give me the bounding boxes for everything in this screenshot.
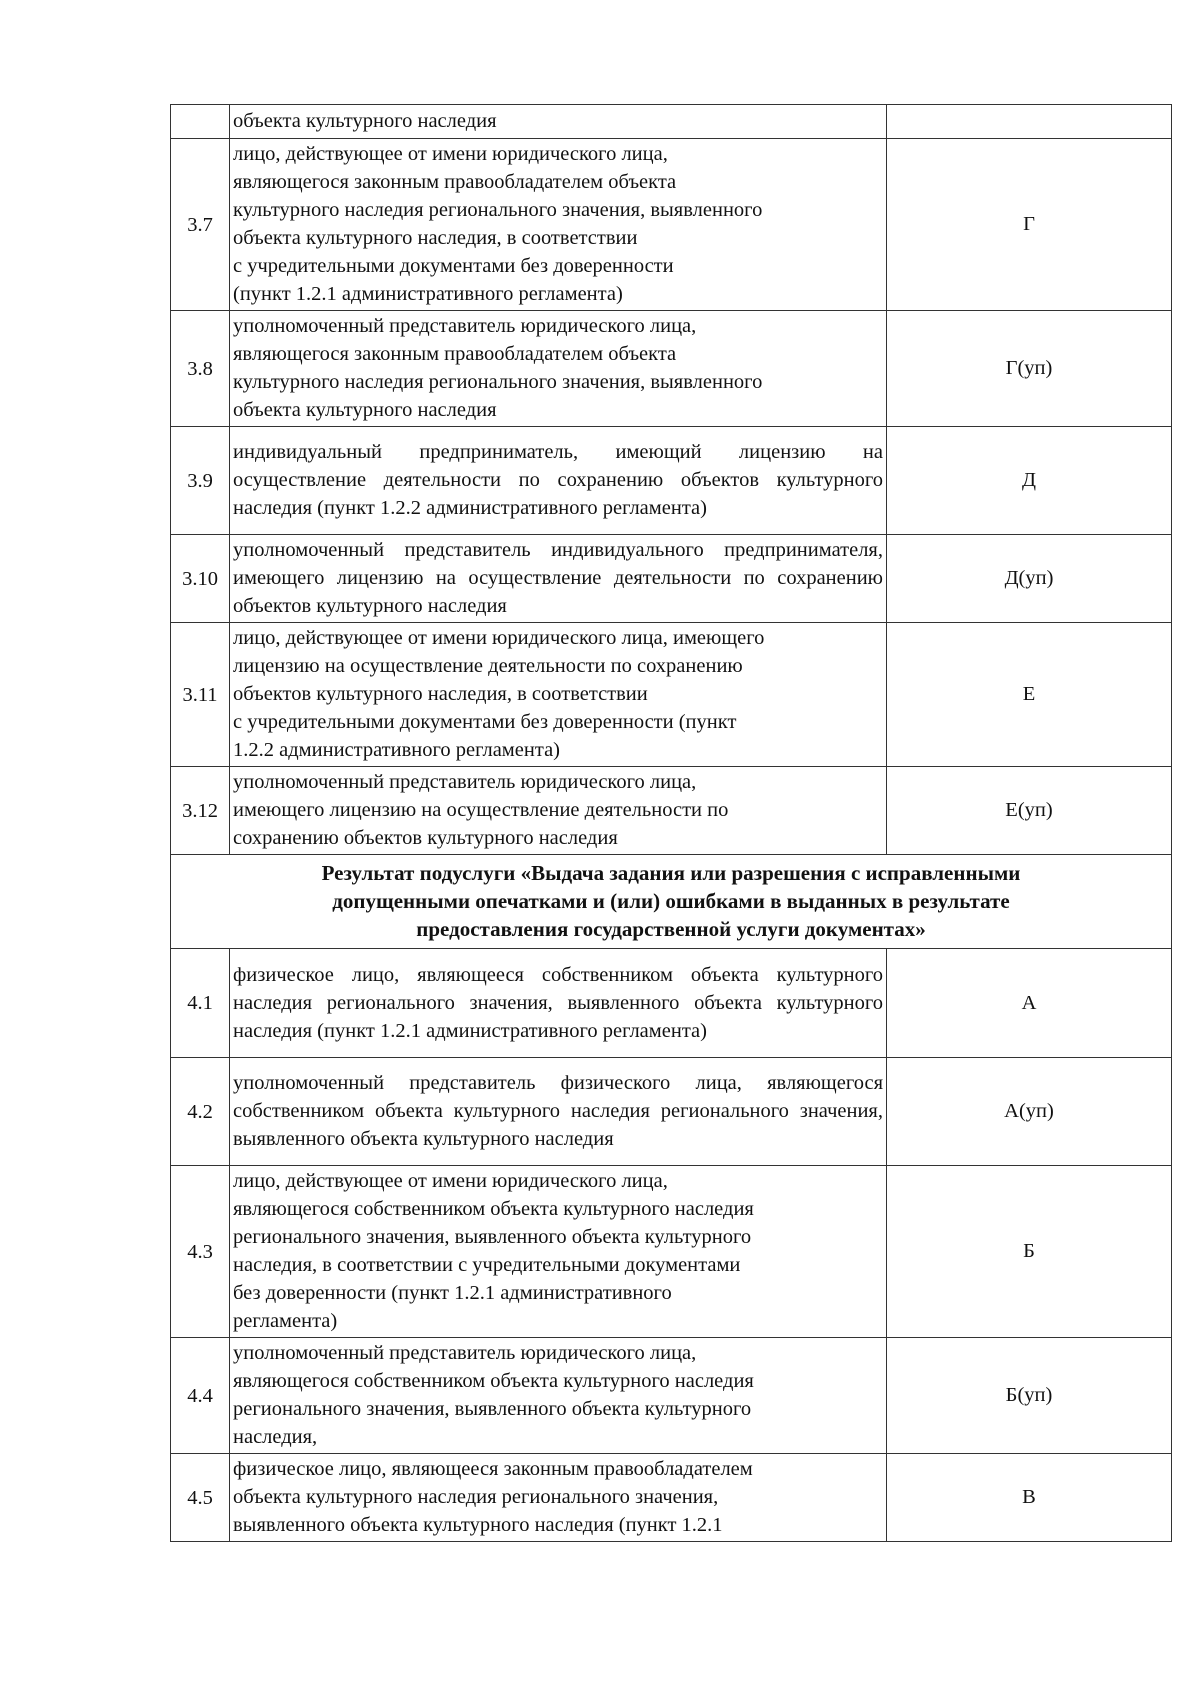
description-line: без доверенности (пункт 1.2.1 административного	[233, 1282, 672, 1304]
row-number: 3.8	[171, 311, 230, 427]
row-number: 4.5	[171, 1454, 230, 1542]
description-line: уполномоченный представитель юридического лица,	[233, 315, 697, 337]
description-line: уполномоченный представитель индивидуального предпринимателя, имеющего лицензию на осуществление деятельности по сохранению объектов культурного наследия	[233, 539, 883, 617]
table-row	[171, 949, 1172, 1058]
description-line: лицо, действующее от имени юридического лица, имеющего	[233, 627, 765, 649]
row-number: 4.3	[171, 1166, 230, 1338]
applicant-description	[230, 1454, 887, 1542]
description-line: лицо, действующее от имени юридического лица,	[233, 143, 668, 165]
description-line: уполномоченный представитель юридического лица,	[233, 771, 697, 793]
table-row	[171, 767, 1172, 855]
table-row	[171, 623, 1172, 767]
description-line: физическое лицо, являющееся собственником объекта культурного наследия регионального значения, выявленного объекта культурного наследия (пункт 1.2.1 административного регламента)	[233, 963, 883, 1042]
table-row	[171, 139, 1172, 311]
table-row	[171, 1454, 1172, 1542]
row-number	[171, 105, 230, 139]
section-title	[171, 855, 1172, 949]
description-line: индивидуальный предприниматель, имеющий лицензию на осуществление деятельности по сохранению объектов культурного наследия (пункт 1.2.2 административного регламента)	[233, 441, 883, 519]
table-row	[171, 105, 1172, 139]
description-line: с учредительными документами без доверенности	[233, 255, 674, 277]
description-line: регионального значения, выявленного объекта культурного	[233, 1226, 752, 1248]
applicant-code: Г(уп)	[887, 311, 1172, 427]
description-line: объекта культурного наследия регионального значения,	[233, 1486, 719, 1508]
applicant-code: Г	[887, 139, 1172, 311]
description-line: сохранению объектов культурного наследия	[233, 827, 618, 849]
applicant-code: Д	[887, 427, 1172, 535]
applicant-code: А	[887, 949, 1172, 1058]
description-line: являющегося законным правообладателем объекта	[233, 171, 677, 193]
description-line: 1.2.2 административного регламента)	[233, 739, 560, 761]
table-row	[171, 535, 1172, 623]
applicant-code: Е	[887, 623, 1172, 767]
section-header-row	[171, 855, 1172, 949]
applicant-description	[230, 1166, 887, 1338]
row-number: 3.12	[171, 767, 230, 855]
section-title-line: допущенными опечатками и (или) ошибками в выданных в результате	[332, 889, 1010, 913]
applicant-code: В	[887, 1454, 1172, 1542]
row-number: 4.1	[171, 949, 230, 1058]
description-line: являющегося собственником объекта культурного наследия	[233, 1370, 754, 1392]
applicant-description	[230, 1338, 887, 1454]
applicant-description	[230, 949, 887, 1058]
table-row	[171, 1058, 1172, 1166]
table-row	[171, 1166, 1172, 1338]
applicant-description	[230, 535, 887, 623]
row-number: 3.7	[171, 139, 230, 311]
description-line: регламента)	[233, 1310, 338, 1332]
row-number: 4.2	[171, 1058, 230, 1166]
row-number: 3.11	[171, 623, 230, 767]
row-number: 3.9	[171, 427, 230, 535]
description-line: культурного наследия регионального значения, выявленного	[233, 371, 763, 393]
description-line: физическое лицо, являющееся законным правообладателем	[233, 1458, 753, 1480]
description-line: объектов культурного наследия, в соответствии	[233, 683, 648, 705]
description-line: лицензию на осуществление деятельности по сохранению	[233, 655, 743, 677]
description-line: являющегося законным правообладателем объекта	[233, 343, 677, 365]
applicant-description	[230, 427, 887, 535]
description-line: выявленного объекта культурного наследия (пункт 1.2.1	[233, 1514, 723, 1536]
table-row	[171, 427, 1172, 535]
applicant-description	[230, 1058, 887, 1166]
section-title-line: Результат подуслуги «Выдача задания или разрешения с исправленными	[321, 861, 1021, 885]
description-line: имеющего лицензию на осуществление деятельности по	[233, 799, 729, 821]
applicant-description	[230, 623, 887, 767]
applicant-code: А(уп)	[887, 1058, 1172, 1166]
description-line: культурного наследия регионального значения, выявленного	[233, 199, 763, 221]
description-line: с учредительными документами без доверенности (пункт	[233, 711, 737, 733]
row-number: 4.4	[171, 1338, 230, 1454]
description-line: объекта культурного наследия	[233, 399, 497, 421]
description-line: регионального значения, выявленного объекта культурного	[233, 1398, 752, 1420]
applicant-category-table	[170, 104, 1172, 1542]
applicant-description	[230, 311, 887, 427]
applicant-description	[230, 767, 887, 855]
description-line: наследия, в соответствии с учредительными документами	[233, 1254, 741, 1276]
description-line: объекта культурного наследия, в соответствии	[233, 227, 638, 249]
table-row	[171, 311, 1172, 427]
applicant-code: Б	[887, 1166, 1172, 1338]
description-line: объекта культурного наследия	[233, 110, 497, 132]
description-line: наследия,	[233, 1426, 318, 1448]
description-line: уполномоченный представитель юридического лица,	[233, 1342, 697, 1364]
description-line: уполномоченный представитель физического лица, являющегося собственником объекта культурного наследия регионального значения, выявленного объекта культурного наследия	[233, 1072, 883, 1150]
section-title-line: предоставления государственной услуги документах»	[416, 917, 926, 941]
applicant-code: Е(уп)	[887, 767, 1172, 855]
applicant-description	[230, 105, 887, 139]
row-number: 3.10	[171, 535, 230, 623]
applicant-code: Б(уп)	[887, 1338, 1172, 1454]
description-line: являющегося собственником объекта культурного наследия	[233, 1198, 754, 1220]
table-row	[171, 1338, 1172, 1454]
description-line: (пункт 1.2.1 административного регламента)	[233, 283, 623, 305]
table-body	[171, 105, 1172, 1542]
description-line: лицо, действующее от имени юридического лица,	[233, 1170, 668, 1192]
applicant-code: Д(уп)	[887, 535, 1172, 623]
applicant-description	[230, 139, 887, 311]
applicant-code	[887, 105, 1172, 139]
